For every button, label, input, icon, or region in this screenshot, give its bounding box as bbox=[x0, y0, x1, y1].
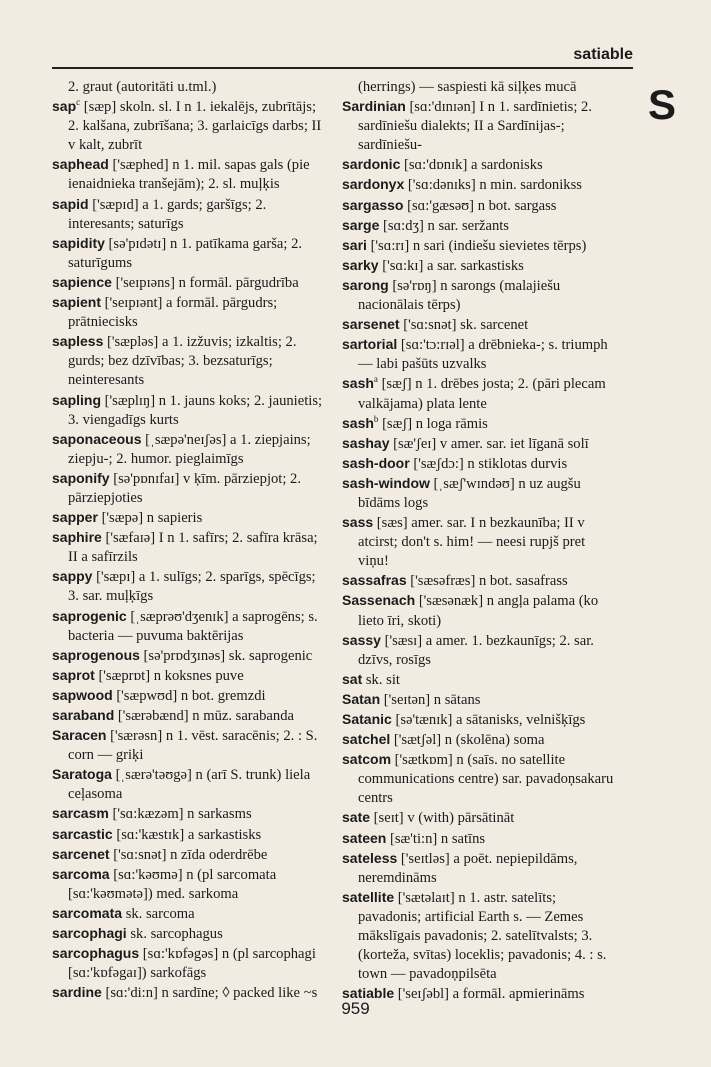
entry-headword: sapient bbox=[52, 294, 102, 311]
dictionary-entry bbox=[342, 631, 614, 670]
entry-headword: sash bbox=[342, 414, 374, 431]
entry-headword: sarcoma bbox=[52, 865, 110, 882]
entry-headword: sardine bbox=[52, 984, 102, 1001]
entry-definition: sk. sit bbox=[362, 671, 400, 688]
dictionary-entry bbox=[342, 374, 614, 413]
thumb-index-letter: S bbox=[648, 81, 677, 128]
entry-definition: ['sɑ:rɪ] n sari (indiešu sievietes tērps) bbox=[366, 237, 587, 254]
entry-definition: ['sæplɪŋ] n 1. jauns koks; 2. jaunietis; 3. viengadīgs kurts bbox=[68, 392, 323, 428]
entry-headword: sateless bbox=[342, 849, 398, 866]
entry-definition: ['sætəlaɪt] n 1. astr. satelīts; pavadonis; artificial Earth s. — Zemes mākslīgais pavadonis; 2. satelītvalsts; 3. (korteža, svītas) loceklis; pavadonis; 4. : s. town — pavadoņpilsēta bbox=[358, 889, 607, 983]
dictionary-entry bbox=[342, 335, 614, 374]
entry-definition: [sɑ:'kæstɪk] a sarkastisks bbox=[112, 826, 262, 843]
entry-definition: [sæʃ] n loga rāmis bbox=[378, 415, 488, 432]
right-column bbox=[342, 78, 614, 1004]
dictionary-entry bbox=[342, 710, 614, 730]
entry-definition: (herrings) — saspiesti kā siļķes mucā bbox=[358, 79, 577, 95]
dictionary-entry bbox=[52, 97, 324, 155]
entry-headword: sardonyx bbox=[342, 176, 405, 193]
entry-headword: sardonic bbox=[342, 156, 401, 173]
dictionary-entry bbox=[52, 234, 324, 273]
dictionary-entry bbox=[52, 528, 324, 567]
entry-headword: sapwood bbox=[52, 686, 113, 703]
entry-definition: [sɑ:'gæsəʊ] n bot. sargass bbox=[403, 197, 557, 214]
dictionary-entry bbox=[342, 414, 614, 434]
entry-headword: Sardinian bbox=[342, 98, 406, 115]
entry-definition: ['seɪtləs] a poēt. nepiepildāms, neremdināms bbox=[358, 850, 578, 886]
entry-headword: sash bbox=[342, 375, 374, 392]
entry-headword: sassy bbox=[342, 631, 381, 648]
dictionary-entry bbox=[342, 888, 614, 984]
entry-definition: [sɑ:'kəʊmə] n (pl sarcomata [sɑ:'kəʊmətə]) med. sarkoma bbox=[68, 866, 277, 902]
entry-headword: sarky bbox=[342, 256, 379, 273]
entry-definition: ['seɪʃəbl] a formāl. apmierināms bbox=[394, 986, 585, 1003]
entry-headword: sash-door bbox=[342, 454, 410, 471]
dictionary-entry bbox=[342, 591, 614, 630]
entry-definition: [sɑ:'dɒnɪk] a sardonisks bbox=[400, 157, 543, 174]
dictionary-entry bbox=[52, 865, 324, 904]
dictionary-entry bbox=[342, 670, 614, 690]
entry-headword: saraband bbox=[52, 707, 115, 723]
entry-definition: [sə'pɒnɪfaɪ] v ķīm. pārziepjot; 2. pārziepjoties bbox=[68, 470, 301, 506]
entry-headword: sapience bbox=[52, 273, 112, 290]
dictionary-entry bbox=[342, 808, 614, 828]
header-rule bbox=[52, 67, 633, 69]
entry-definition: [sæʃ] n 1. drēbes josta; 2. (pāri plecam valkājama) plata lente bbox=[358, 376, 606, 412]
dictionary-entry bbox=[52, 944, 324, 983]
entry-definition: [sæs] amer. sar. I n bezkaunība; II v atcirst; don't s. him! — neesi rupjš pret viņu! bbox=[358, 515, 586, 570]
dictionary-entry bbox=[342, 434, 614, 454]
dictionary-entry bbox=[342, 78, 614, 97]
entry-definition: [sɑ:'dɪnɪən] I n 1. sardīnietis; 2. sardīniešu dialekts; II a Sardīnijas-; sardīniešu- bbox=[358, 99, 592, 154]
entry-definition: ['sæsəfræs] n bot. sasafrass bbox=[406, 573, 568, 590]
page-number: 959 bbox=[341, 999, 370, 1018]
entry-definition: ['særəsn] n 1. vēst. saracēnis; 2. : S. corn — griķi bbox=[68, 728, 318, 764]
entry-headword: sarsenet bbox=[342, 316, 400, 333]
entry-definition: ['sɑ:snət] n zīda oderdrēbe bbox=[109, 846, 268, 863]
entry-headword: sap bbox=[52, 98, 77, 115]
dictionary-entry bbox=[52, 825, 324, 845]
entry-headword: sarcophagi bbox=[52, 925, 127, 942]
entry-definition: ['sɑ:dənɪks] n min. sardonikss bbox=[404, 177, 582, 194]
entry-headword: sateen bbox=[342, 829, 387, 846]
dictionary-entry bbox=[342, 236, 614, 256]
entry-definition: ['sæpwʊd] n bot. gremzdi bbox=[112, 687, 266, 704]
entry-headword: sarcasm bbox=[52, 805, 109, 822]
entry-headword: sappy bbox=[52, 568, 93, 585]
entry-headword: Sassenach bbox=[342, 592, 416, 609]
entry-headword: sargasso bbox=[342, 196, 404, 213]
entry-headword: Saracen bbox=[52, 727, 107, 744]
entry-definition: ['sæprɒt] n koksnes puve bbox=[94, 667, 244, 684]
dictionary-entry bbox=[342, 571, 614, 591]
entry-headword: sartorial bbox=[342, 336, 398, 353]
entry-definition: [sə'pɪdətɪ] n 1. patīkama garša; 2. saturīgums bbox=[68, 235, 303, 271]
entry-definition: [ˌsæprəʊ'dʒenɪk] a saprogēns; s. bacteria — puvuma baktērijas bbox=[68, 608, 318, 644]
entry-definition: sk. sarcoma bbox=[122, 905, 195, 922]
entry-headword: satchel bbox=[342, 731, 391, 748]
entry-headword: sassafras bbox=[342, 572, 407, 589]
entry-headword: saponaceous bbox=[52, 430, 142, 447]
homonym-superscript: a bbox=[373, 374, 378, 385]
entry-headword: sass bbox=[342, 514, 374, 531]
dictionary-entry bbox=[52, 273, 324, 293]
entry-headword: sarcastic bbox=[52, 825, 113, 842]
entry-definition: ['særəbænd] n mūz. sarabanda bbox=[114, 708, 294, 724]
entry-headword: sash-window bbox=[342, 474, 430, 491]
dictionary-entry bbox=[52, 332, 324, 390]
entry-definition: ['sɑ:snət] sk. sarcenet bbox=[399, 317, 529, 334]
dictionary-entry bbox=[52, 686, 324, 706]
entry-definition: ['sæʃdɔ:] n stiklotas durvis bbox=[409, 455, 568, 472]
dictionary-entry bbox=[342, 513, 614, 571]
dictionary-entry bbox=[52, 155, 324, 194]
homonym-superscript: c bbox=[76, 97, 81, 108]
entry-headword: saprogenous bbox=[52, 646, 140, 663]
entry-headword: satiable bbox=[342, 985, 395, 1002]
entry-definition: ['seɪpɪənt] a formāl. pārgudrs; prātniecisks bbox=[68, 295, 278, 331]
entry-headword: saphead bbox=[52, 156, 109, 173]
entry-headword: sapidity bbox=[52, 234, 105, 251]
entry-definition: ['sæpɪd] a 1. gards; garšīgs; 2. interesants; saturīgs bbox=[68, 196, 267, 232]
dictionary-entry bbox=[52, 765, 324, 804]
entry-definition: [sə'prɒdʒɪnəs] sk. saprogenic bbox=[139, 647, 313, 664]
entry-headword: sapless bbox=[52, 333, 104, 350]
dictionary-entry bbox=[342, 256, 614, 276]
entry-definition: ['sæsənæk] n angļa palama (ko lieto īri, skoti) bbox=[358, 593, 599, 629]
dictionary-entry bbox=[342, 474, 614, 513]
entry-definition: ['sæpə] n sapieris bbox=[97, 510, 203, 527]
entry-headword: Satan bbox=[342, 690, 381, 707]
entry-headword: sarcenet bbox=[52, 845, 110, 862]
entry-headword: sat bbox=[342, 670, 363, 687]
entry-definition: 2. graut (autoritāti u.tml.) bbox=[68, 79, 217, 95]
entry-headword: sarge bbox=[342, 216, 380, 233]
entry-definition: [sə'tænɪk] a sātanisks, velnišķīgs bbox=[391, 712, 586, 728]
entry-headword: satellite bbox=[342, 888, 395, 905]
entry-headword: sashay bbox=[342, 434, 390, 451]
dictionary-entry bbox=[52, 567, 324, 606]
entry-headword: satcom bbox=[342, 751, 392, 768]
dictionary-entry bbox=[52, 706, 324, 726]
entry-definition: [sə'rɒŋ] n sarongs (malajiešu nacionālais tērps) bbox=[358, 277, 561, 314]
entry-headword: sarcophagus bbox=[52, 945, 140, 962]
dictionary-entry bbox=[342, 216, 614, 236]
entry-definition: [ˌsæpə'neɪʃəs] a 1. ziepjains; ziepju-; 2. humor. pieglaimīgs bbox=[68, 431, 311, 467]
homonym-superscript: b bbox=[373, 413, 379, 424]
entry-headword: Satanic bbox=[342, 711, 392, 727]
running-head: satiable bbox=[573, 46, 633, 63]
dictionary-entry bbox=[342, 315, 614, 335]
dictionary-entry bbox=[52, 666, 324, 686]
entry-headword: sapling bbox=[52, 391, 102, 408]
entry-definition: ['sæphed] n 1. mil. sapas gals (pie ienaidnieka tranšejām); 2. sl. muļķis bbox=[68, 157, 310, 193]
entry-definition: ['sætkɒm] n (saīs. no satellite communications centre) sar. pavadoņsakaru centrs bbox=[358, 752, 614, 807]
dictionary-entry bbox=[52, 904, 324, 924]
entry-definition: [ˌsærə'təʊgə] n (arī S. trunk) liela ceļasoma bbox=[68, 767, 311, 803]
entry-headword: saprot bbox=[52, 666, 95, 683]
dictionary-entry bbox=[52, 430, 324, 469]
entry-headword: sate bbox=[342, 809, 371, 826]
dictionary-entry bbox=[52, 195, 324, 234]
dictionary-entry bbox=[342, 196, 614, 216]
entry-definition: [sæp] skoln. sl. I n 1. iekalējs, zubrītājs; 2. kalšana, zubrīšana; 3. garlaicīgs darbs; II v kalt, zubrīt bbox=[68, 99, 322, 154]
dictionary-entry bbox=[52, 508, 324, 528]
dictionary-entry bbox=[342, 849, 614, 888]
entry-definition: ['sɑ:kɪ] a sar. sarkastisks bbox=[378, 257, 524, 274]
entry-definition: ['sætʃəl] n (skolēna) soma bbox=[390, 732, 545, 749]
dictionary-entry bbox=[52, 726, 324, 765]
dictionary-entry bbox=[52, 293, 324, 332]
entry-definition: [sæ'ʃeɪ] v amer. sar. iet līganā solī bbox=[389, 435, 589, 452]
entry-headword: sapper bbox=[52, 509, 98, 526]
dictionary-entry bbox=[52, 804, 324, 824]
entry-definition: ['seɪtən] n sātans bbox=[380, 691, 481, 708]
left-column bbox=[52, 78, 324, 1003]
dictionary-entry bbox=[342, 155, 614, 175]
entry-headword: saphire bbox=[52, 529, 102, 546]
entry-headword: Saratoga bbox=[52, 766, 112, 783]
entry-headword: sari bbox=[342, 236, 367, 253]
entry-definition: [sɑ:'kɒfəgəs] n (pl sarcophagi [sɑ:'kɒfəgaɪ]) sarkofāgs bbox=[68, 946, 316, 982]
dictionary-entry bbox=[52, 469, 324, 508]
entry-definition: [sɑ:'di:n] n sardīne; ◊ packed like ~s bbox=[101, 985, 318, 1002]
entry-definition: ['sæpɪ] a 1. sulīgs; 2. sparīgs, spēcīgs; 3. sar. muļķīgs bbox=[68, 569, 316, 605]
dictionary-entry bbox=[342, 175, 614, 195]
entry-definition: ['sæpləs] a 1. izžuvis; izkaltis; 2. gurds; bez dzīvības; 3. bezsaturīgs; neinteresants bbox=[68, 334, 297, 389]
entry-definition: [sæ'ti:n] n satīns bbox=[386, 830, 486, 847]
entry-headword: saponify bbox=[52, 469, 110, 486]
dictionary-entry bbox=[342, 690, 614, 710]
dictionary-entry bbox=[52, 924, 324, 944]
entry-definition: sk. sarcophagus bbox=[126, 926, 223, 943]
entry-definition: ['seɪpɪəns] n formāl. pārgudrība bbox=[111, 274, 299, 291]
entry-headword: sarong bbox=[342, 276, 389, 293]
dictionary-entry bbox=[52, 646, 324, 666]
entry-headword: saprogenic bbox=[52, 607, 127, 624]
dictionary-entry bbox=[342, 276, 614, 315]
entry-definition: [seɪt] v (with) pārsātināt bbox=[370, 810, 515, 827]
dictionary-entry bbox=[342, 454, 614, 474]
entry-definition: ['sæsɪ] a amer. 1. bezkaunīgs; 2. sar. dzīvs, rosīgs bbox=[358, 632, 594, 668]
dictionary-entry bbox=[342, 730, 614, 750]
dictionary-entry bbox=[52, 845, 324, 865]
entry-definition: ['sɑ:kæzəm] n sarkasms bbox=[108, 806, 252, 823]
dictionary-entry bbox=[52, 391, 324, 430]
dictionary-entry bbox=[52, 607, 324, 646]
entry-definition: [ˌsæʃ'wɪndəʊ] n uz augšu bīdāms logs bbox=[358, 475, 581, 511]
entry-definition: [sɑ:dʒ] n sar. seržants bbox=[379, 217, 509, 234]
dictionary-entry bbox=[342, 750, 614, 808]
entry-definition: [sɑ:'tɔ:rɪəl] a drēbnieka-; s. triumph — labi pašūts uzvalks bbox=[358, 337, 608, 373]
entry-headword: sarcomata bbox=[52, 904, 123, 921]
dictionary-entry bbox=[342, 829, 614, 849]
dictionary-entry bbox=[342, 97, 614, 155]
entry-definition: ['sæfaɪə] I n 1. safīrs; 2. safīra krāsa; II a safīrzils bbox=[68, 530, 318, 566]
dictionary-entry bbox=[52, 78, 324, 97]
entry-headword: sapid bbox=[52, 195, 89, 212]
